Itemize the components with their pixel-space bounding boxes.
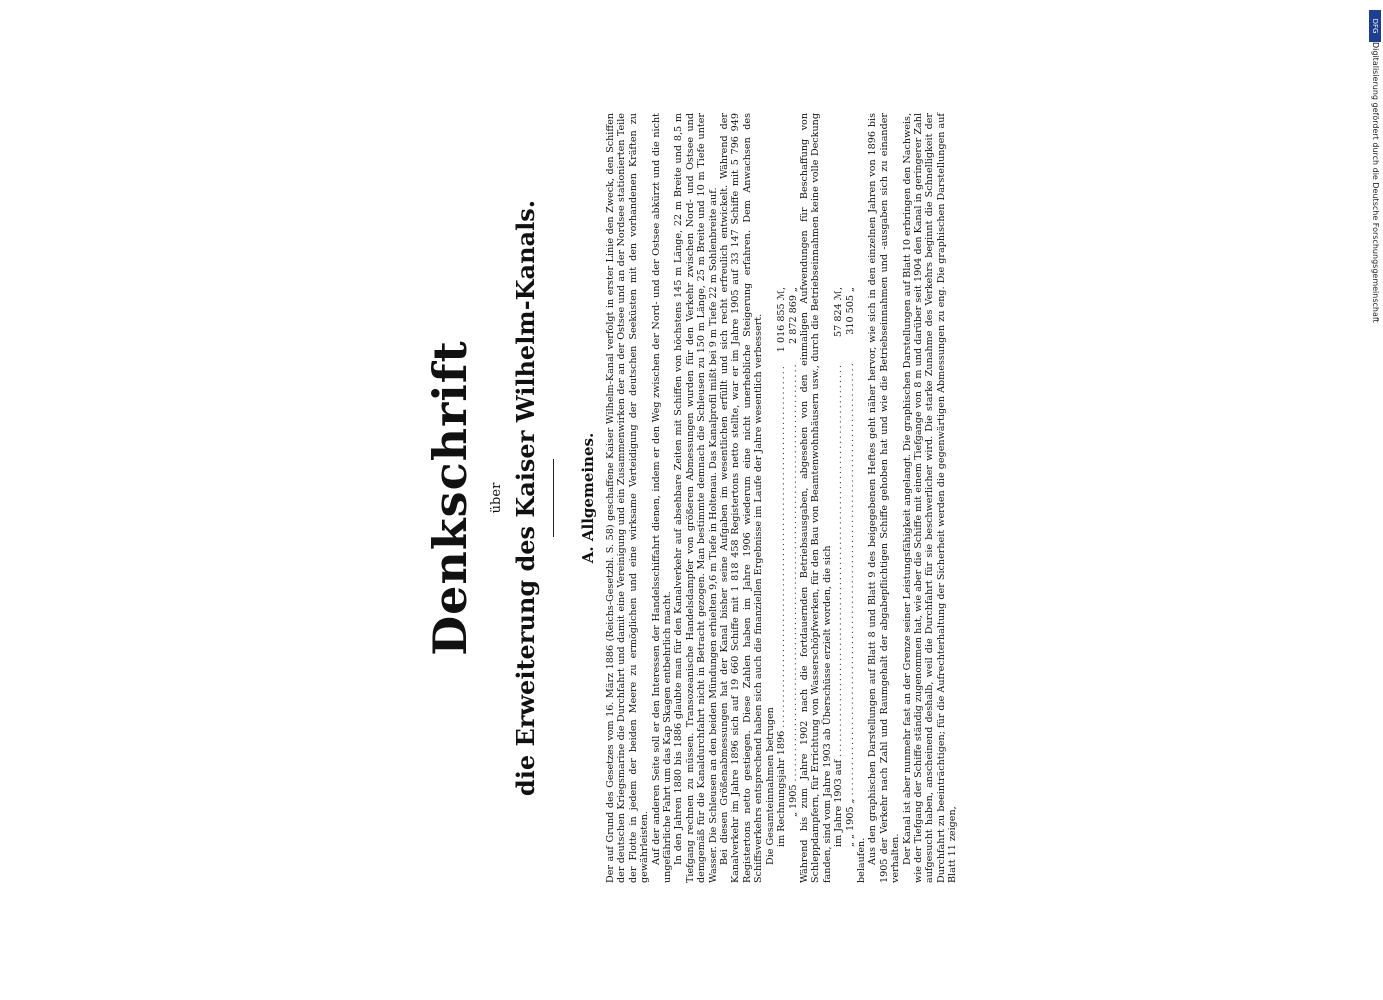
dfg-logo-text: DFG [1371,18,1379,34]
revenue-row [776,287,787,847]
leader-dots [776,364,787,728]
document-title: Denkschrift [423,340,477,656]
revenue-row-label: „ 1905 [787,784,799,817]
revenue-row-label: im Rechnungsjahr 1896 [776,730,788,847]
paragraph: Auf der anderen Seite soll er den Interessen der Handelsschiffahrt dienen, indem er den Weg zwischen der Nord- und der Ostsee abkürzt und die nicht ungefährliche Fahrt um das Kap Skagen entbehrlich macht. [650,113,674,883]
surplus-row-value: 57 824 ℳ, [833,287,845,337]
surplus-row-label: „ „ 1905 „ [844,798,856,847]
surplus-row [845,287,856,847]
revenue-row-value: 1 016 855 ℳ, [776,287,788,353]
surplus-row-label: im Jahre 1903 auf [833,759,845,847]
revenue-row [788,287,799,847]
document-body [605,113,959,883]
digitization-credit [1369,42,1381,442]
surplus-row [833,287,844,847]
revenue-row-value: 2 872 869 „ [787,287,799,344]
paragraph: Bei diesen Größenabmessungen hat der Kanal bisher seine Aufgaben im wesentlichen erfüllt und sich recht erfreulich entwickelt. Während der Kanalverkehr im Jahre 1896 sich auf 19 660 Schiffe mit 1 818 458 Registertons netto stellte, war er im Jahre 1905 auf 33 147 Schiffe mit 5 796 949 Registertons netto gestiegen. Diese Zahlen haben im Jahre 1906 wiederum eine nicht unerhebliche Steigerung erfahren. Dem Anwachsen des Schiffsverkehrs entsprechend haben sich auch die finanziellen Ergebnisse im Laufe der Jahre wesentlich verbessert. [719,113,765,883]
dfg-logo-badge [1369,10,1381,42]
paragraph: Der auf Grund des Gesetzes vom 16. März 1886 (Reichs-Gesetzbl. S. 58) geschaffene Kaiser Wilhelm-Kanal verfolgt in erster Linie den Zweck, den Schiffen der deutschen Kriegsmarine die Durchfahrt und damit eine Vereinigung und ein Zusammenwirken der an der Ostsee und an der Nordsee stationierten Teile der Flotte in jedem der beiden Meere zu ermöglichen und eine wirksame Verteidigung der deutschen Seeküsten mit den vorhandenen Kräften zu gewährleisten. [605,113,651,883]
leader-dots [833,364,844,757]
paragraph: Während bis zum Jahre 1902 nach die fortdauernden Betriebsausgaben, abgesehen von den einmaligen Aufwendungen für Beschaffung von Schleppdampfern, für Errichtung von Wasserschöpfwerken, für den Bau von Beamtenwohnhäusern usw., durch die Betriebseinnahmen keine volle Deckung fanden, sind vom Jahre 1903 ab Überschüsse erzielt worden, die sich [798,113,833,883]
leader-dots [788,364,799,782]
rotated-document-page [393,108,1093,888]
paragraph: Die Gesamteinnahmen betrugen [764,707,776,865]
document-subtitle: die Erweiterung des Kaiser Wilhelm-Kanals. [511,199,540,797]
paragraph: Der Kanal ist aber nunmehr fast an der Grenze seiner Leistungsfähigkeit angelangt. Die graphischen Darstellungen auf Blatt 10 erbringen den Nachweis, wie der Tiefgang der Schiffe ständig zugenommen hat, wie aber die Schiffe mit einem Tiefgange von 8 m und darüber seit 1904 den Kanal in geringerer Zahl aufgesucht haben, anscheinend deshalb, weil die Durchfahrt für sie beschwerlicher wird. Die starke Zunahme des Verkehrs beginnt die Schnelligkeit der Durchfahrt zu beeinträchtigen; für die Aufrechterhaltung der Sicherheit werden die gegenwärtigen Abmessungen zu eng. Die graphischen Darstellungen auf Blatt 11 zeigen, [901,113,959,883]
surplus-row-value: 310 505 „ [844,287,856,335]
title-connector: über [489,482,504,514]
section-heading: A. Allgemeines. [579,432,597,564]
paragraph: Aus den graphischen Darstellungen auf Blatt 8 und Blatt 9 des beigegebenen Heftes geht näher hervor, wie sich in den einzelnen Jahren von 1896 bis 1905 der Verkehr nach Zahl und Raumgehalt der abgabepflichtigen Schiffe gehoben hat und wie die Betriebseinnahmen und -ausgaben sich zu einander verhalten. [867,113,902,883]
leader-dots [845,364,856,796]
title-divider [553,459,554,537]
credit-text: Digitalisierung gefördert durch die Deutsche Forschungsgemeinschaft [1371,42,1380,323]
paragraph: belaufen. [855,837,867,883]
paragraph: In den Jahren 1880 bis 1886 glaubte man für den Kanalverkehr auf absehbare Zeiten mit Schiffen von höchstens 145 m Länge, 22 m Breite und 8,5 m Tiefgang rechnen zu müssen. Transozeanische Handelsdampfer von größeren Abmessungen wurden für den Verkehr zwischen Nord- und Ostsee und demgemäß für die Kanaldurchfahrt nicht in Betracht gezogen. Man bestimmte demnach die Schleusen zu 150 m Länge, 25 m Breite und 10 m Tiefe unter Wasser. Die Schleusen an den beiden Mündungen erhielten 9,6 m Tiefe in Holtenau. Das Kanalprofil mißt bei 9 m Tiefe 22 m Sohlenbreite auf. [673,113,719,883]
